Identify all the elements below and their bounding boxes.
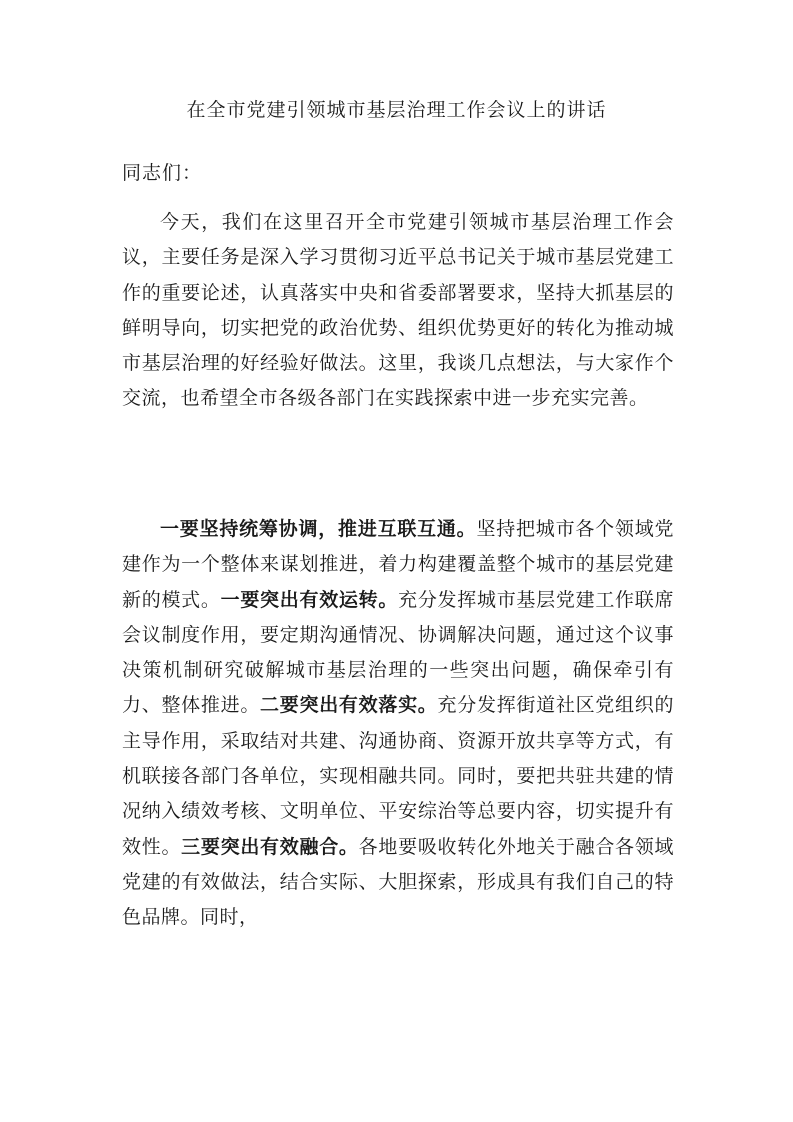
paragraph-section-one	[122, 512, 674, 936]
subpoint-heading-1: 一要突出有效运转。	[220, 588, 399, 611]
section-text: 坚持把城市各个领域党建作为一个整体来谋划推进，着力构建覆盖整个城市的基层党建新的模式。	[122, 518, 674, 611]
subpoint-text-3: 各地要吸收转化外地关于融合各领域党建的有效做法，结合实际、大胆探索，形成具有我们自己的特色品牌。同时，	[122, 835, 674, 929]
paragraph-intro: 今天，我们在这里召开全市党建引领城市基层治理工作会议，主要任务是深入学习贯彻习近平总书记关于城市基层党建工作的重要论述，认真落实中央和省委部署要求，坚持大抓基层的鲜明导向，切实把党的政治优势、组织优势更好的转化为推动城市基层治理的好经验好做法。这里，我谈几点想法，与大家作个交流，也希望全市各级各部门在实践探索中进一步充实完善。	[122, 211, 674, 410]
salutation: 同志们：	[122, 162, 203, 184]
subpoint-heading-3: 三要突出有效融合。	[181, 835, 359, 858]
document-title: 在全市党建引领城市基层治理工作会议上的讲话	[186, 99, 607, 121]
subpoint-text-2: 充分发挥街道社区党组织的主导作用，采取结对共建、沟通协商、资源开放共享等方式，有机联接各部门各单位，实现相融共同。同时，要把共驻共建的情况纳入绩效考核、文明单位、平安综治等总要内容，切实提升有效性。	[122, 694, 674, 858]
subpoint-heading-2: 二要突出有效落实。	[260, 694, 438, 717]
subpoint-text-1: 充分发挥城市基层党建工作联席会议制度作用，要定期沟通情况、协调解决问题，通过这个议事决策机制研究破解城市基层治理的一些突出问题，确保牵引有力、整体推进。	[122, 588, 674, 717]
section-heading: 一要坚持统筹协调，推进互联互通。	[160, 518, 477, 540]
